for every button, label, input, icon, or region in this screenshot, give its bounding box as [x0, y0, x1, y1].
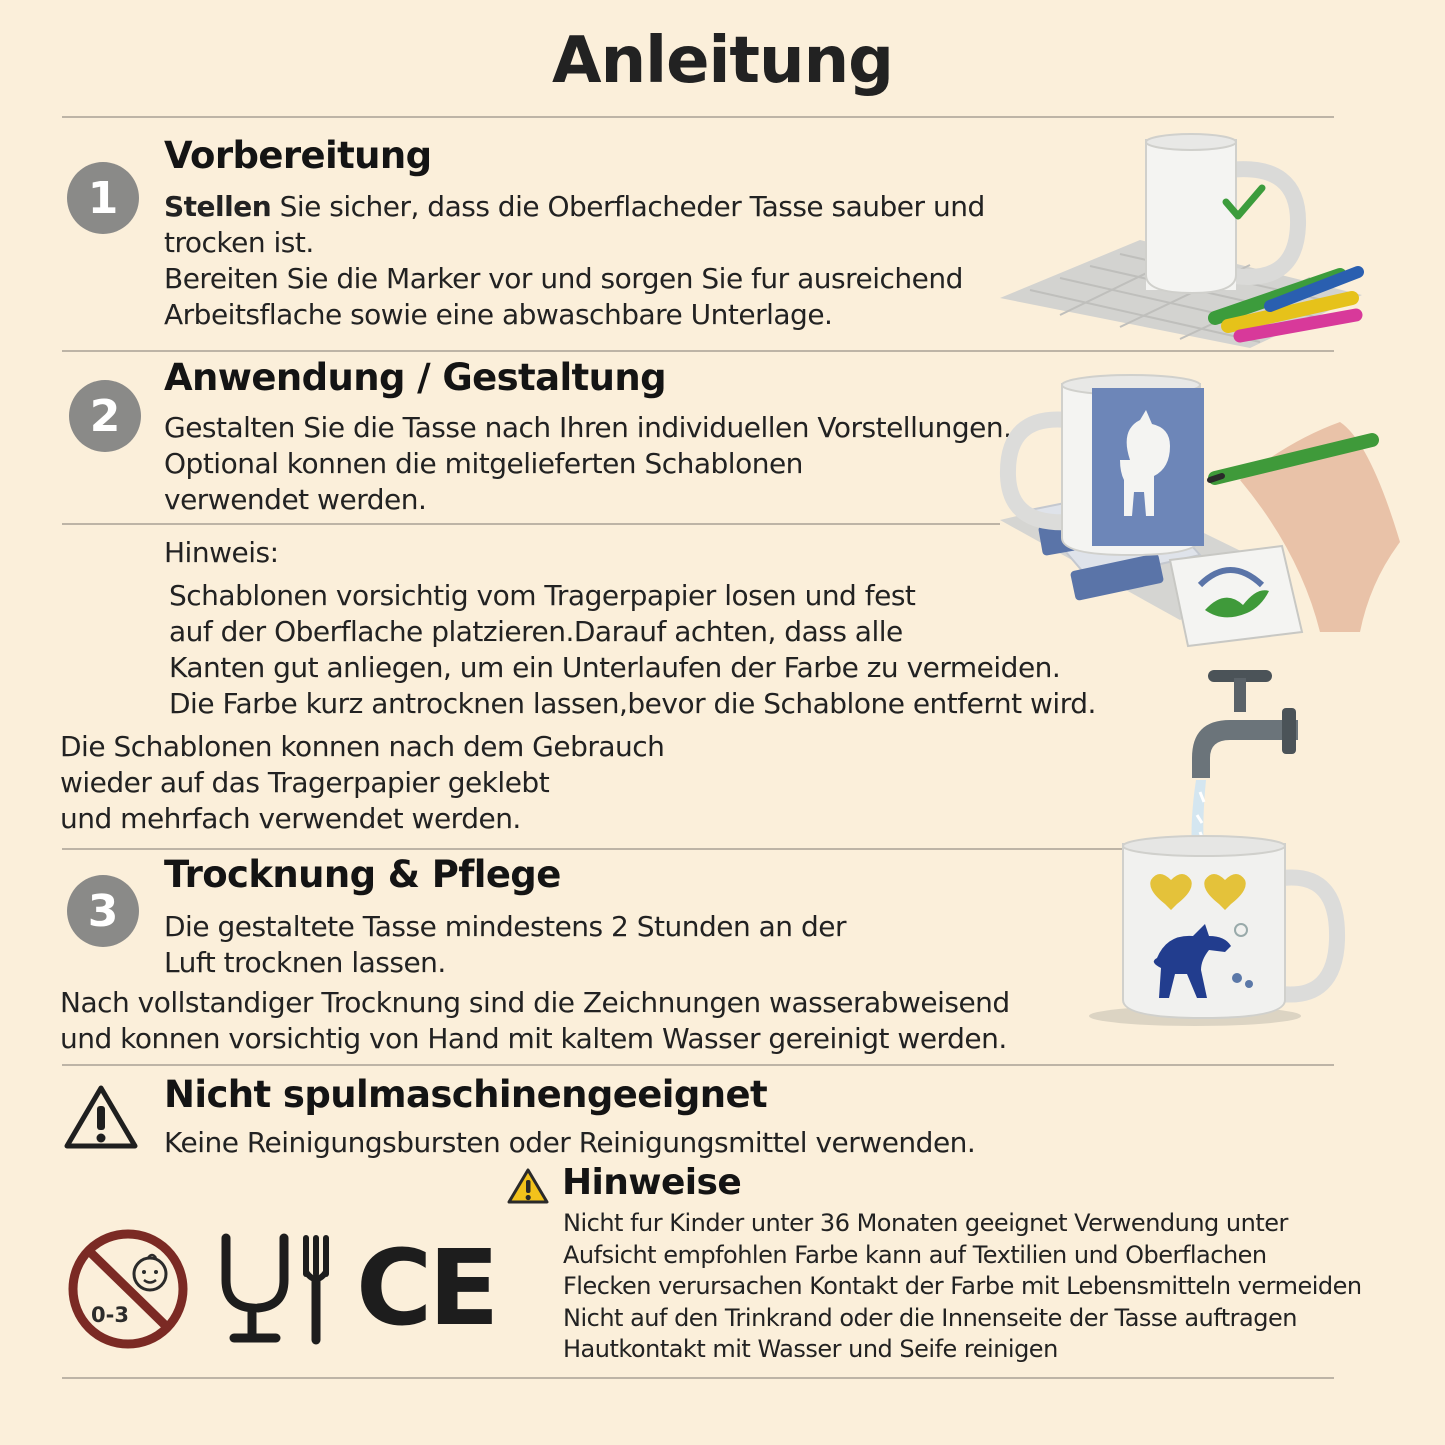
caution-icon [506, 1167, 550, 1205]
divider [62, 116, 1334, 118]
divider [62, 350, 1334, 352]
step-number-badge: 2 [69, 380, 141, 452]
step-heading: Trocknung & Pflege [164, 853, 561, 896]
decorated-mug-illustration [1085, 838, 1345, 1028]
step-number-badge: 3 [67, 875, 139, 947]
step-number-badge: 1 [67, 162, 139, 234]
divider [62, 1064, 1334, 1066]
not-for-under-3-icon [64, 1228, 192, 1350]
ce-mark: CE [356, 1227, 496, 1349]
warning-heading: Nicht spulmaschinengeeignet [164, 1073, 768, 1116]
step-heading: Anwendung / Gestaltung [164, 356, 666, 399]
warning-triangle-icon [64, 1084, 138, 1150]
page-title: Anleitung [552, 24, 893, 98]
step-text: Die gestaltete Tasse mindestens 2 Stunden an der Luft trocknen lassen. [164, 910, 846, 979]
mug-preparation-illustration [1000, 130, 1370, 350]
divider [62, 848, 1122, 850]
divider [62, 523, 1000, 525]
step-lead-word: Stellen [164, 190, 272, 223]
mug-stencil-illustration [1000, 370, 1400, 650]
divider [62, 1377, 1334, 1379]
note-text: Schablonen vorsichtig vom Tragerpapier losen und fest auf der Oberflache platzieren.Darauf achten, dass alle Kanten gut anliegen, um ein Unterlaufen der Farbe zu vermeiden. Die Farbe kurz antrocknen lassen,bevor die Schablone entfernt wird. [169, 579, 1096, 720]
age-label: 0-3 [91, 1303, 129, 1327]
step-heading: Vorbereitung [164, 134, 432, 177]
hints-heading: Hinweise [562, 1162, 742, 1203]
hints-text: Nicht fur Kinder unter 36 Monaten geeignet Verwendung unter Aufsicht empfohlen Farbe kann auf Textilien und Oberflachen Flecken verursachen Kontakt der Farbe mit Lebensmitteln vermeiden Nicht auf den Trinkrand oder die Innenseite der Tasse auftragen Hautkontakt mit Wasser und Seife reinigen [563, 1209, 1362, 1363]
step-text: Stellen Sie sicher, dass die Oberflacheder Tasse sauber und trocken ist. Bereiten Sie die Marker vor und sorgen Sie fur ausreichend Arbeitsflache sowie eine abwaschbare Unterlage. [164, 190, 985, 331]
care-text: Nach vollstandiger Trocknung sind die Zeichnungen wasserabweisend und konnen vorsichtig von Hand mit kaltem Wasser gereinigt werden. [60, 986, 1010, 1055]
food-safe-icon [220, 1234, 332, 1346]
note-heading: Hinweis: [164, 536, 279, 569]
reuse-text: Die Schablonen konnen nach dem Gebrauch wieder auf das Tragerpapier geklebt und mehrfach verwendet werden. [60, 730, 665, 835]
step-text: Gestalten Sie die Tasse nach Ihren individuellen Vorstellungen. Optional konnen die mitgelieferten Schablonen verwendet werden. [164, 411, 1012, 516]
faucet-illustration [1170, 660, 1310, 850]
warning-text: Keine Reinigungsbursten oder Reinigungsmittel verwenden. [164, 1126, 976, 1159]
